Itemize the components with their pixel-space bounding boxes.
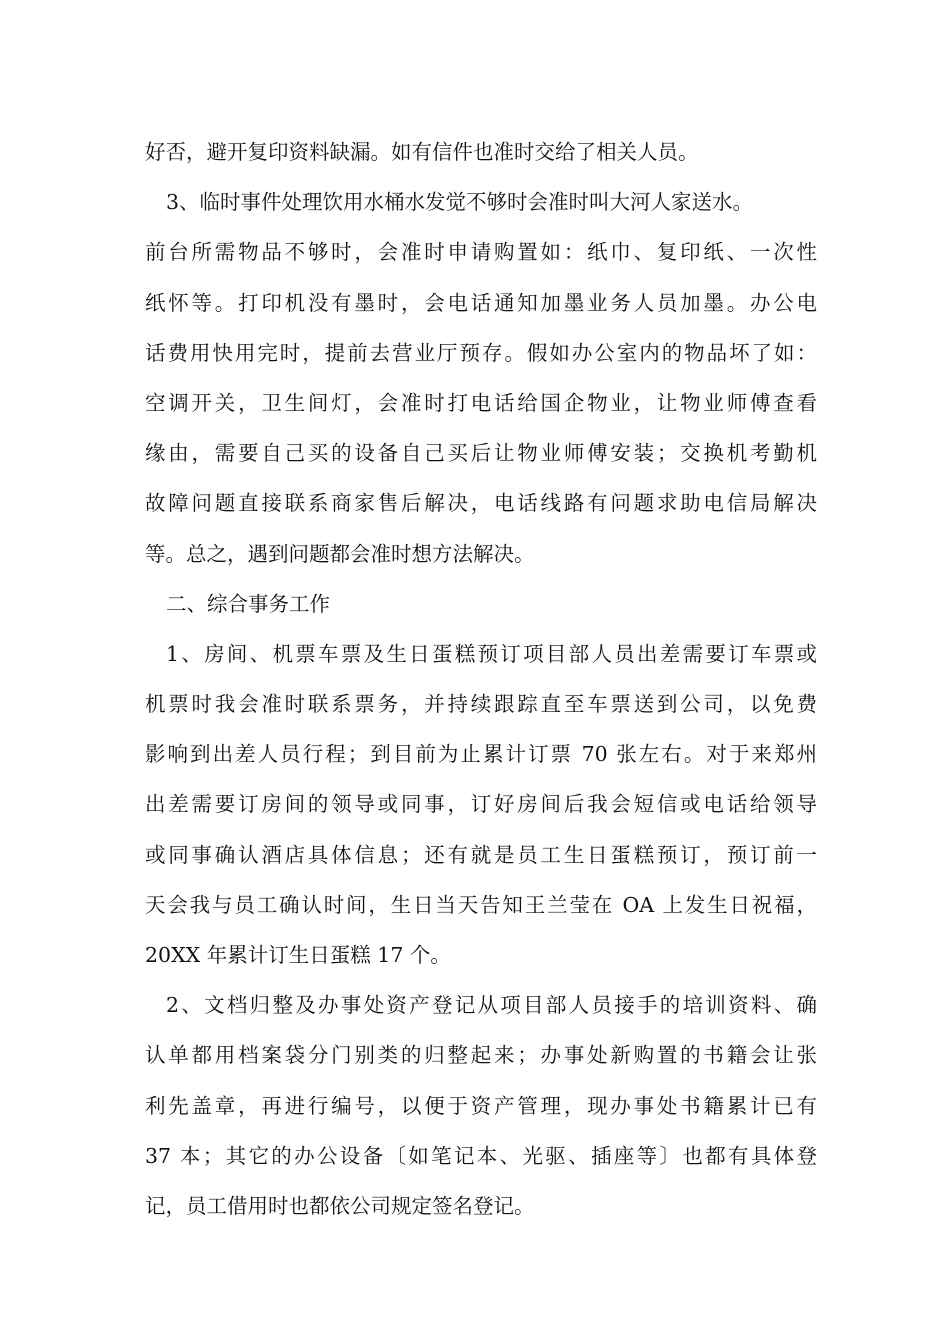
text-line: 故障问题直接联系商家售后解决，电话线路有问题求助电信局解决 xyxy=(145,491,817,516)
text-line: 前台所需物品不够时，会准时申请购置如：纸巾、复印纸、一次性 xyxy=(145,240,817,265)
text-line: 话费用快用完时，提前去营业厅预存。假如办公室内的物品坏了如： xyxy=(145,340,817,365)
text-line: 或同事确认酒店具体信息；还有就是员工生日蛋糕预订，预订前一 xyxy=(145,842,817,867)
section-heading: 二、综合事务工作 xyxy=(166,591,330,616)
text-line: 机票时我会准时联系票务，并持续跟踪直至车票送到公司，以免费 xyxy=(145,692,817,717)
text-line: 好否，避开复印资料缺漏。如有信件也准时交给了相关人员。 xyxy=(145,140,699,164)
text-line: 37 本；其它的办公设备〔如笔记本、光驱、插座等〕也都有具体登 xyxy=(145,1143,817,1168)
text-line: 1、房间、机票车票及生日蛋糕预订项目部人员出差需要订车票或 xyxy=(166,641,817,666)
text-line: 认单都用档案袋分门别类的归整起来；办事处新购置的书籍会让张 xyxy=(145,1043,817,1068)
text-line: 记，员工借用时也都依公司规定签名登记。 xyxy=(145,1193,535,1218)
text-line: 2、文档归整及办事处资产登记从项目部人员接手的培训资料、确 xyxy=(166,993,817,1018)
text-line: 影响到出差人员行程；到目前为止累计订票 70 张左右。对于来郑州 xyxy=(145,742,817,767)
text-line: 缘由，需要自己买的设备自己买后让物业师傅安装；交换机考勤机 xyxy=(145,441,817,466)
text-line: 等。总之，遇到问题都会准时想方法解决。 xyxy=(145,541,535,566)
text-line: 20XX 年累计订生日蛋糕 17 个。 xyxy=(145,943,451,967)
text-line: 空调开关，卫生间灯，会准时打电话给国企物业，让物业师傅查看 xyxy=(145,390,817,415)
text-line: 利先盖章，再进行编号，以便于资产管理，现办事处书籍累计已有 xyxy=(145,1093,817,1118)
document-body xyxy=(145,127,817,1231)
text-line: 天会我与员工确认时间，生日当天告知王兰莹在 OA 上发生日祝福， xyxy=(145,892,817,917)
text-line: 3、临时事件处理饮用水桶水发觉不够时会准时叫大河人家送水。 xyxy=(166,190,754,215)
text-line: 纸怀等。打印机没有墨时，会电话通知加墨业务人员加墨。办公电 xyxy=(145,290,817,315)
text-line: 出差需要订房间的领导或同事，订好房间后我会短信或电话给领导 xyxy=(145,792,817,817)
